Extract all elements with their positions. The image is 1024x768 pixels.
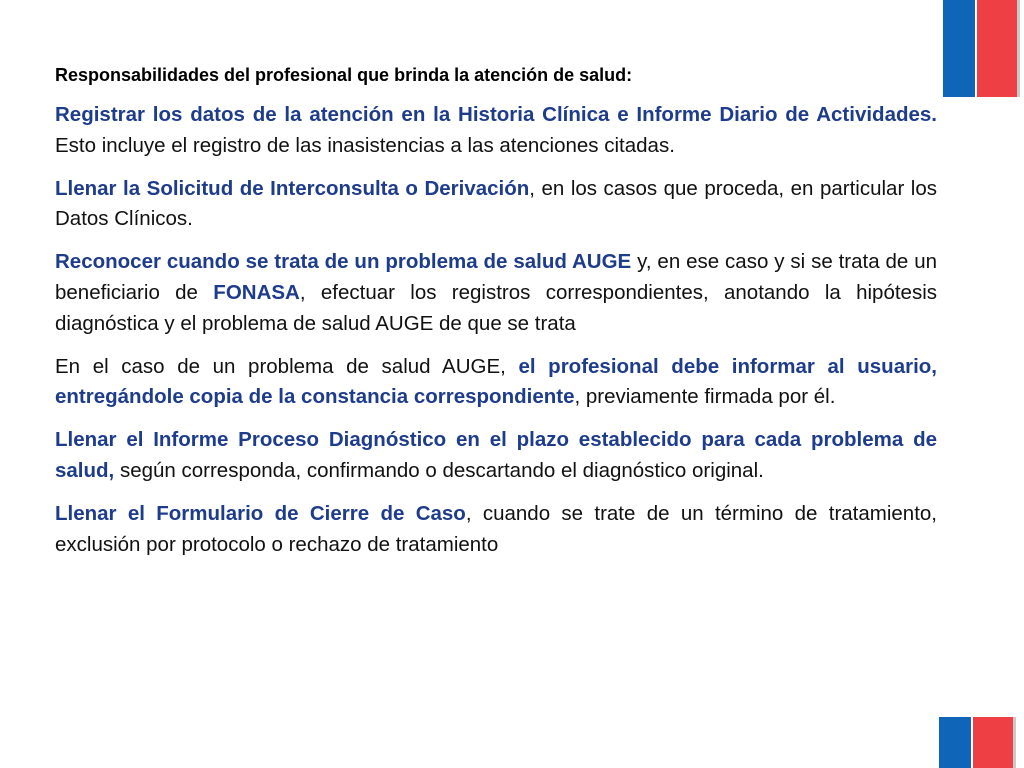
paragraph-informar bbox=[55, 352, 937, 414]
paragraph-cierre bbox=[55, 499, 937, 561]
flag-stripes-bottom bbox=[939, 717, 1013, 768]
paragraph-registrar bbox=[55, 100, 937, 162]
paragraph-text: , en los casos que proceda, en particular los Datos Clínicos. bbox=[55, 176, 938, 231]
paragraph-text: , cuando se trate de un término de tratamiento, exclusión por protocolo o rechazo de tratamiento bbox=[55, 501, 937, 556]
paragraph-text: según corresponda, confirmando o descartando el diagnóstico original. bbox=[114, 458, 764, 482]
flag-stripes-top bbox=[943, 0, 1017, 97]
paragraph-diagnostico bbox=[55, 425, 937, 487]
red-stripe bbox=[973, 717, 1013, 768]
paragraph-highlight: Llenar el Formulario de Cierre de Caso bbox=[55, 501, 466, 525]
slide-content bbox=[55, 60, 937, 572]
paragraph-highlight: Reconocer cuando se trata de un problema de salud AUGE bbox=[55, 250, 632, 274]
stripe-shadow bbox=[1013, 717, 1016, 768]
paragraph-auge bbox=[55, 247, 937, 339]
paragraph-highlight: el profesional debe informar al usuario, entregándole copia de la constancia correspondiente bbox=[55, 354, 937, 409]
slide-heading: Responsabilidades del profesional que brinda la atención de salud: bbox=[55, 65, 633, 85]
paragraph-text: Esto incluye el registro de las inasistencias a las atenciones citadas. bbox=[55, 133, 675, 157]
paragraph-text: , previamente firmada por él. bbox=[574, 385, 836, 409]
paragraph-highlight: Registrar los datos de la atención en la Historia Clínica e Informe Diario de Actividades. bbox=[55, 103, 937, 126]
paragraph-highlight: Llenar la Solicitud de Interconsulta o Derivación bbox=[55, 176, 530, 200]
fonasa-highlight: FONASA bbox=[213, 280, 300, 304]
blue-stripe bbox=[939, 717, 971, 768]
paragraph-text: y, en ese caso y si se trata de un beneficiario de bbox=[55, 250, 938, 304]
paragraph-interconsulta bbox=[55, 174, 937, 236]
paragraph-text: En el caso de un problema de salud AUGE, bbox=[55, 354, 519, 378]
blue-stripe bbox=[943, 0, 975, 97]
red-stripe bbox=[977, 0, 1017, 97]
stripe-shadow bbox=[1017, 0, 1020, 97]
paragraph-highlight: Llenar el Informe Proceso Diagnóstico en el plazo establecido para cada problema de salud, bbox=[55, 428, 937, 482]
paragraph-text: , efectuar los registros correspondientes, anotando la hipótesis diagnóstica y el problema de salud AUGE de que se trata bbox=[55, 280, 937, 335]
